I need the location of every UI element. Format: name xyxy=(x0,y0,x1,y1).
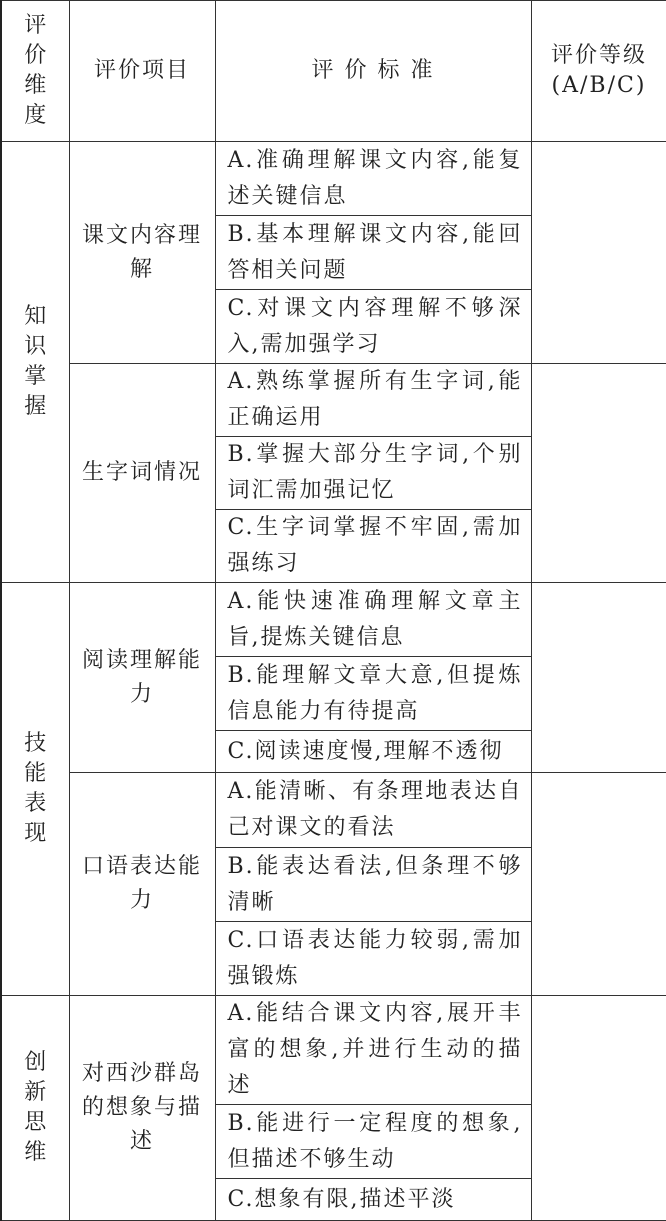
grade-input-cell[interactable] xyxy=(531,996,666,1221)
header-grade-label: 评价等级 xyxy=(532,41,666,71)
criterion-cell xyxy=(215,364,531,437)
criterion-cell xyxy=(215,657,531,731)
criterion-text: B.掌握大部分生字词,个别词汇需加强记忆 xyxy=(216,437,531,509)
header-dimension xyxy=(1,1,69,142)
criterion-cell xyxy=(215,216,531,290)
criterion-cell xyxy=(215,1179,531,1221)
criterion-cell xyxy=(215,290,531,364)
criterion-cell xyxy=(215,583,531,657)
item-label: 口语表达能力 xyxy=(70,850,215,918)
item-cell xyxy=(69,996,215,1221)
criterion-cell xyxy=(215,731,531,773)
criterion-text: C.对课文内容理解不够深入,需加强学习 xyxy=(216,291,531,363)
grade-input-cell[interactable] xyxy=(531,142,666,364)
criterion-text: C.口语表达能力较弱,需加强锻炼 xyxy=(216,923,531,995)
header-item xyxy=(69,1,215,142)
dimension-cell xyxy=(1,996,69,1221)
criterion-text: A.能清晰、有条理地表达自己对课文的看法 xyxy=(216,774,531,846)
item-label: 生字词情况 xyxy=(70,456,215,490)
criterion-text: B.能表达看法,但条理不够清晰 xyxy=(216,849,531,921)
grade-input-cell[interactable] xyxy=(531,773,666,996)
criterion-cell xyxy=(215,773,531,848)
table-row xyxy=(1,583,666,657)
item-cell xyxy=(69,142,215,364)
criterion-text: C.生字词掌握不牢固,需加强练习 xyxy=(216,510,531,582)
criterion-cell xyxy=(215,510,531,583)
item-cell xyxy=(69,364,215,583)
criterion-text: C.想象有限,描述平淡 xyxy=(216,1182,531,1218)
criterion-text: A.能快速准确理解文章主旨,提炼关键信息 xyxy=(216,584,531,656)
criterion-cell xyxy=(215,1105,531,1179)
header-grade-scale: (A/B/C) xyxy=(532,71,666,101)
criterion-cell xyxy=(215,437,531,510)
header-grade xyxy=(531,1,666,142)
dimension-cell xyxy=(1,142,69,583)
table-row xyxy=(1,364,666,437)
criterion-text: A.熟练掌握所有生字词,能正确运用 xyxy=(216,364,531,436)
criterion-text: B.能进行一定程度的想象,但描述不够生动 xyxy=(216,1106,531,1178)
table-row xyxy=(1,773,666,848)
item-label: 对西沙群岛的想象与描述 xyxy=(70,1057,215,1159)
grade-input-cell[interactable] xyxy=(531,364,666,583)
header-standard-label: 评 价 标 准 xyxy=(216,56,531,86)
dimension-cell xyxy=(1,583,69,996)
dimension-label: 技能表现 xyxy=(22,729,48,849)
criterion-text: A.能结合课文内容,展开丰富的想象,并进行生动的描述 xyxy=(216,996,531,1104)
grade-input-cell[interactable] xyxy=(531,583,666,773)
criterion-cell xyxy=(215,142,531,216)
dimension-label: 知识掌握 xyxy=(22,302,48,422)
item-cell xyxy=(69,773,215,996)
criterion-cell xyxy=(215,922,531,996)
criterion-text: B.能理解文章大意,但提炼信息能力有待提高 xyxy=(216,658,531,730)
header-dimension-label: 评价维度 xyxy=(22,11,48,131)
item-cell xyxy=(69,583,215,773)
header-item-label: 评价项目 xyxy=(70,56,215,86)
criterion-text: B.基本理解课文内容,能回答相关问题 xyxy=(216,217,531,289)
header-standard xyxy=(215,1,531,142)
dimension-label: 创新思维 xyxy=(22,1048,48,1168)
table-row xyxy=(1,996,666,1105)
item-label: 阅读理解能力 xyxy=(70,644,215,712)
table-row xyxy=(1,142,666,216)
header-row xyxy=(1,1,666,142)
item-label: 课文内容理解 xyxy=(70,219,215,287)
criterion-cell xyxy=(215,996,531,1105)
criterion-text: A.准确理解课文内容,能复述关键信息 xyxy=(216,143,531,215)
criterion-cell xyxy=(215,848,531,922)
criterion-text: C.阅读速度慢,理解不透彻 xyxy=(216,734,531,770)
